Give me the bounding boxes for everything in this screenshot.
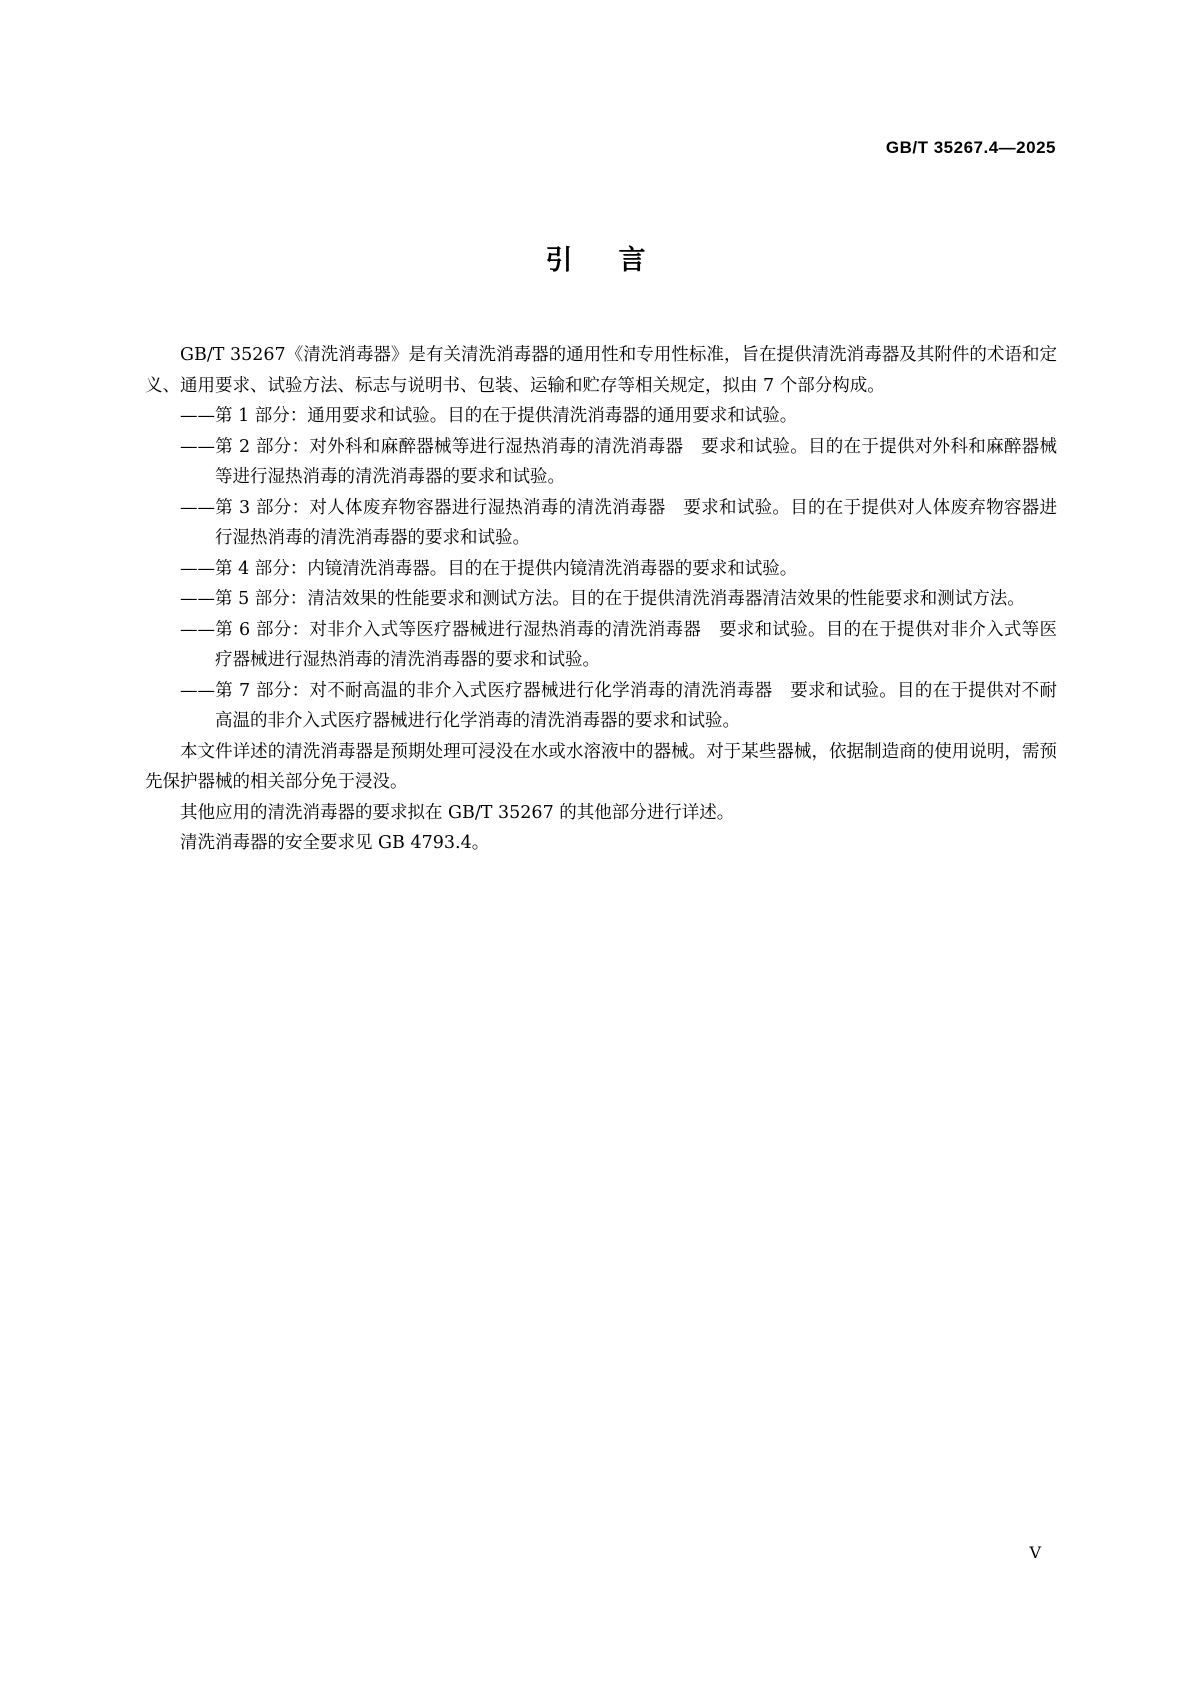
- intro-paragraph: GB/T 35267《清洗消毒器》是有关清洗消毒器的通用性和专用性标准，旨在提供清洗消毒器及其附件的术语和定义、通用要求、试验方法、标志与说明书、包装、运输和贮存等相关规定，拟由 7 个部分构成。: [145, 345, 1057, 396]
- list-item: ——第 3 部分：对人体废弃物容器进行湿热消毒的清洗消毒器 要求和试验。目的在于提供对人体废弃物容器进行湿热消毒的清洗消毒器的要求和试验。: [180, 497, 1057, 548]
- document-body: [145, 340, 1057, 859]
- page-number: V: [1029, 1543, 1041, 1562]
- other-parts-paragraph: 其他应用的清洗消毒器的要求拟在 GB/T 35267 的其他部分进行详述。: [180, 802, 735, 823]
- list-item: ——第 1 部分：通用要求和试验。目的在于提供清洗消毒器的通用要求和试验。: [180, 406, 798, 426]
- safety-paragraph: 清洗消毒器的安全要求见 GB 4793.4。: [180, 833, 490, 853]
- list-item: ——第 7 部分：对不耐高温的非介入式医疗器械进行化学消毒的清洗消毒器 要求和试验。目的在于提供对不耐高温的非介入式医疗器械进行化学消毒的清洗消毒器的要求和试验。: [180, 680, 1057, 731]
- list-item: ——第 2 部分：对外科和麻醉器械等进行湿热消毒的清洗消毒器 要求和试验。目的在于提供对外科和麻醉器械等进行湿热消毒的清洗消毒器的要求和试验。: [180, 436, 1057, 487]
- standard-code: GB/T 35267.4—2025: [885, 138, 1056, 157]
- parts-list: [145, 401, 1057, 737]
- list-item: ——第 6 部分：对非介入式等医疗器械进行湿热消毒的清洗消毒器 要求和试验。目的在于提供对非介入式等医疗器械进行湿热消毒的清洗消毒器的要求和试验。: [180, 619, 1057, 670]
- list-item: ——第 4 部分：内镜清洗消毒器。目的在于提供内镜清洗消毒器的要求和试验。: [180, 558, 798, 579]
- page-title: 引言: [545, 245, 692, 276]
- list-item: ——第 5 部分：清洁效果的性能要求和测试方法。目的在于提供清洗消毒器清洁效果的性能要求和测试方法。: [180, 589, 1025, 609]
- scope-paragraph: 本文件详述的清洗消毒器是预期处理可浸没在水或水溶液中的器械。对于某些器械，依据制造商的使用说明，需预先保护器械的相关部分免于浸没。: [145, 741, 1057, 792]
